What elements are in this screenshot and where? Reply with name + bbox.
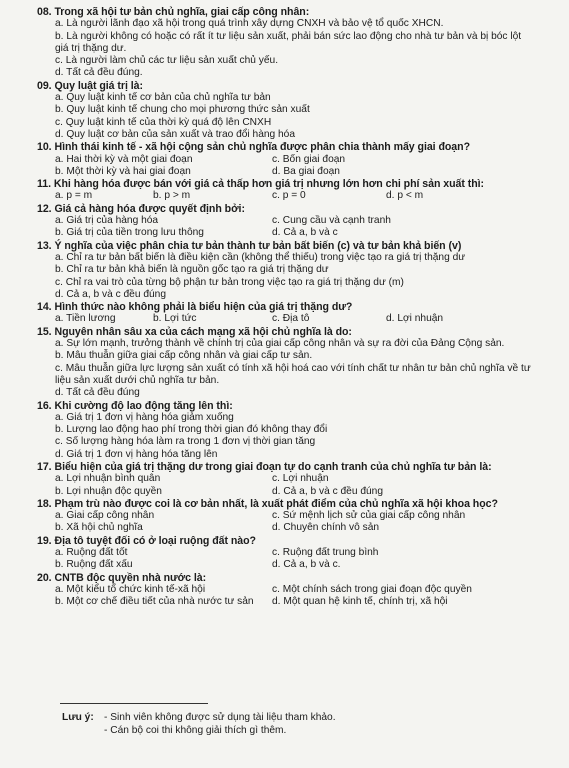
- question-title: 16. Khi cường độ lao động tăng lên thì:: [37, 399, 233, 412]
- answer-option: a. Một kiểu tổ chức kinh tế-xã hội: [55, 583, 206, 595]
- answer-option: d. Một quan hệ kinh tế, chính trị, xã hội: [272, 596, 448, 608]
- answer-option: a. Sự lớn mạnh, trưởng thành về chính trị của giai cấp công nhân và sự ra đời của Đảng Cộng sản.: [55, 338, 505, 350]
- question-title: 15. Nguyên nhân sâu xa của cách mạng xã hội chủ nghĩa là do:: [37, 325, 352, 338]
- question: [37, 240, 562, 301]
- answer-options: [37, 92, 562, 141]
- answer-option: d. Tất cả đều đúng: [55, 387, 140, 399]
- question: [37, 203, 562, 240]
- answer-option: a. Giá trị của hàng hóa: [55, 215, 159, 227]
- answer-option: a. Giai cấp công nhân: [55, 510, 155, 522]
- answer-row: [37, 227, 562, 239]
- question: [37, 6, 562, 80]
- answer-row: [37, 166, 562, 178]
- answer-row: [37, 559, 562, 571]
- question-title: 09. Quy luật giá trị là:: [37, 79, 143, 92]
- answer-option: a. Là người lãnh đạo xã hội trong quá trình xây dựng CNXH và bảo vệ tổ quốc XHCN.: [55, 18, 444, 30]
- answer-options: [37, 18, 562, 79]
- question: [37, 301, 562, 326]
- answer-option: b. Ruộng đất xấu: [55, 559, 133, 571]
- answer-option: a. Ruộng đất tốt: [55, 547, 128, 559]
- answer-option: d. Lợi nhuận: [386, 313, 444, 325]
- note-line-2: [62, 724, 336, 737]
- question: [37, 80, 562, 141]
- question: [37, 326, 562, 400]
- answer-option: b. Mâu thuẫn giữa giai cấp công nhân và giai cấp tư sản.: [55, 350, 313, 362]
- question-title: 19. Địa tô tuyệt đối có ở loại ruộng đất nào?: [37, 534, 256, 547]
- answer-option: a. p = m: [55, 190, 93, 202]
- question: [37, 535, 562, 572]
- answer-row: [37, 547, 562, 559]
- question-title: 13. Ý nghĩa của việc phân chia tư bản thành tư bản bất biến (c) và tư bản khả biến (v): [37, 239, 462, 252]
- answer-option: c. Mâu thuẫn giữa lực lượng sản xuất có tính xã hội hoá cao với tính chất tư nhân tư bản chủ nghĩa về tư: [55, 362, 531, 374]
- answer-option: c. Một chính sách trong giai đoạn độc quyền: [272, 583, 472, 595]
- note-line-1: [62, 711, 336, 724]
- answer-option: c. Cung cầu và cạnh tranh: [272, 215, 391, 227]
- note-text: - Cán bộ coi thi không giải thích gì thêm.: [104, 725, 287, 736]
- notes-section: [62, 711, 336, 737]
- answer-option: c. Là người làm chủ các tư liệu sản xuất chủ yếu.: [55, 55, 279, 67]
- answer-options: [37, 412, 562, 461]
- answer-row: [37, 522, 562, 534]
- question-title: 11. Khi hàng hóa được bán với giá cả thấp hơn giá trị nhưng lớn hơn chi phí sản xuất thì:: [37, 178, 485, 191]
- question-title: 12. Giá cả hàng hóa được quyết định bởi:: [37, 202, 245, 215]
- question-title: 08. Trong xã hội tư bản chủ nghĩa, giai cấp công nhân:: [37, 6, 310, 18]
- question: [37, 498, 562, 535]
- answer-option: d. Quy luật cơ bản của sản xuất và trao đổi hàng hóa: [55, 128, 296, 140]
- answer-option: b. Lượng lao động hao phí trong thời gian đó không thay đổi: [55, 424, 328, 436]
- question: [37, 572, 562, 609]
- answer-option: a. Quy luật kinh tế cơ bản của chủ nghĩa tư bản: [55, 92, 271, 104]
- answer-option: d. Tất cả đều đúng.: [55, 67, 143, 79]
- question: [37, 141, 562, 178]
- answer-option: c. p = 0: [272, 190, 306, 202]
- answer-option: d. Cả a, b và c đều đúng: [55, 288, 167, 300]
- answer-row: [37, 215, 562, 227]
- answer-option: c. Lợi nhuận: [272, 473, 329, 485]
- answer-option: d. p < m: [386, 190, 424, 202]
- answer-row: [37, 473, 562, 485]
- answer-option: c. Số lượng hàng hóa làm ra trong 1 đơn vị thời gian tăng: [55, 436, 316, 448]
- question-title: 17. Biểu hiện của giá trị thặng dư trong giai đoạn tự do cạnh tranh của chủ nghĩa tư bản là:: [37, 460, 492, 473]
- answer-option: d. Giá trị 1 đơn vị hàng hóa tăng lên: [55, 448, 218, 460]
- question: [37, 400, 562, 461]
- answer-options: [37, 338, 562, 399]
- answer-option: c. Ruộng đất trung bình: [272, 547, 379, 559]
- answer-option: b. Một thời kỳ và hai giai đoạn: [55, 165, 191, 177]
- answer-row: [37, 584, 562, 596]
- answer-option: d. Cả a, b và c đều đúng: [272, 485, 384, 497]
- answer-row: [37, 313, 562, 325]
- answer-option: liệu sản xuất dưới chủ nghĩa tư bản.: [55, 374, 220, 386]
- answer-option: a. Lợi nhuận bình quân: [55, 473, 161, 485]
- answer-row: [37, 510, 562, 522]
- answer-row: [37, 486, 562, 498]
- answer-option: a. Chỉ ra tư bản bất biến là điều kiện cần (không thể thiếu) trong việc tạo ra giá trị thặng dư: [55, 251, 466, 263]
- note-text: - Sinh viên không được sử dụng tài liệu tham khảo.: [104, 712, 336, 723]
- answer-row: [37, 190, 562, 202]
- exam-questions: [37, 6, 562, 609]
- answer-option: c. Bốn giai đoạn: [272, 153, 346, 165]
- question: [37, 178, 562, 203]
- answer-option: d. Cả a, b và c: [272, 227, 338, 239]
- notes-label: Lưu ý:: [62, 712, 94, 723]
- answer-option: b. p > m: [153, 190, 191, 202]
- answer-option: giá trị thặng dư.: [55, 42, 127, 54]
- answer-options: [37, 252, 562, 301]
- answer-option: b. Là người không có hoặc có rất ít tư liệu sản xuất, phải bán sức lao động cho nhà tư bản và bị bóc lột: [55, 30, 522, 42]
- question-title: 10. Hình thái kinh tế - xã hội cộng sản chủ nghĩa được phân chia thành mấy giai đoạn?: [37, 141, 470, 154]
- divider: [60, 703, 208, 704]
- question: [37, 461, 562, 498]
- answer-row: [37, 154, 562, 166]
- question-title: 18. Phạm trù nào được coi là cơ bản nhất, là xuất phát điểm của chủ nghĩa xã hội khoa học?: [37, 497, 498, 510]
- answer-option: b. Lợi nhuận độc quyền: [55, 485, 162, 497]
- question-title: 20. CNTB độc quyền nhà nước là:: [37, 571, 207, 584]
- answer-option: d. Ba giai đoạn: [272, 165, 340, 177]
- answer-option: b. Quy luật kinh tế chung cho mọi phương thức sản xuất: [55, 104, 310, 116]
- answer-option: c. Sứ mệnh lịch sử của giai cấp công nhân: [272, 510, 466, 522]
- answer-option: a. Tiền lương: [55, 313, 116, 325]
- answer-option: b. Chỉ ra tư bản khả biến là nguồn gốc tạo ra giá trị thặng dư: [55, 264, 329, 276]
- answer-row: [37, 596, 562, 608]
- answer-option: b. Xã hội chủ nghĩa: [55, 522, 143, 534]
- answer-option: b. Lợi tức: [153, 313, 197, 325]
- answer-option: c. Quy luật kinh tế của thời kỳ quá độ lên CNXH: [55, 116, 272, 128]
- answer-option: d. Cả a, b và c.: [272, 559, 341, 571]
- answer-option: b. Một cơ chế điều tiết của nhà nước tư sản: [55, 596, 254, 608]
- answer-option: b. Giá trị của tiền trong lưu thông: [55, 227, 204, 239]
- answer-option: d. Chuyên chính vô sản: [272, 522, 380, 534]
- answer-option: c. Địa tô: [272, 313, 310, 325]
- question-title: 14. Hình thức nào không phải là biểu hiện của giá trị thặng dư?: [37, 301, 353, 314]
- answer-option: c. Chỉ ra vai trò của từng bộ phận tư bản trong việc tạo ra giá trị thặng dư (m): [55, 276, 404, 288]
- answer-option: a. Giá trị 1 đơn vị hàng hóa giảm xuống: [55, 411, 234, 423]
- answer-option: a. Hai thời kỳ và một giai đoạn: [55, 153, 193, 165]
